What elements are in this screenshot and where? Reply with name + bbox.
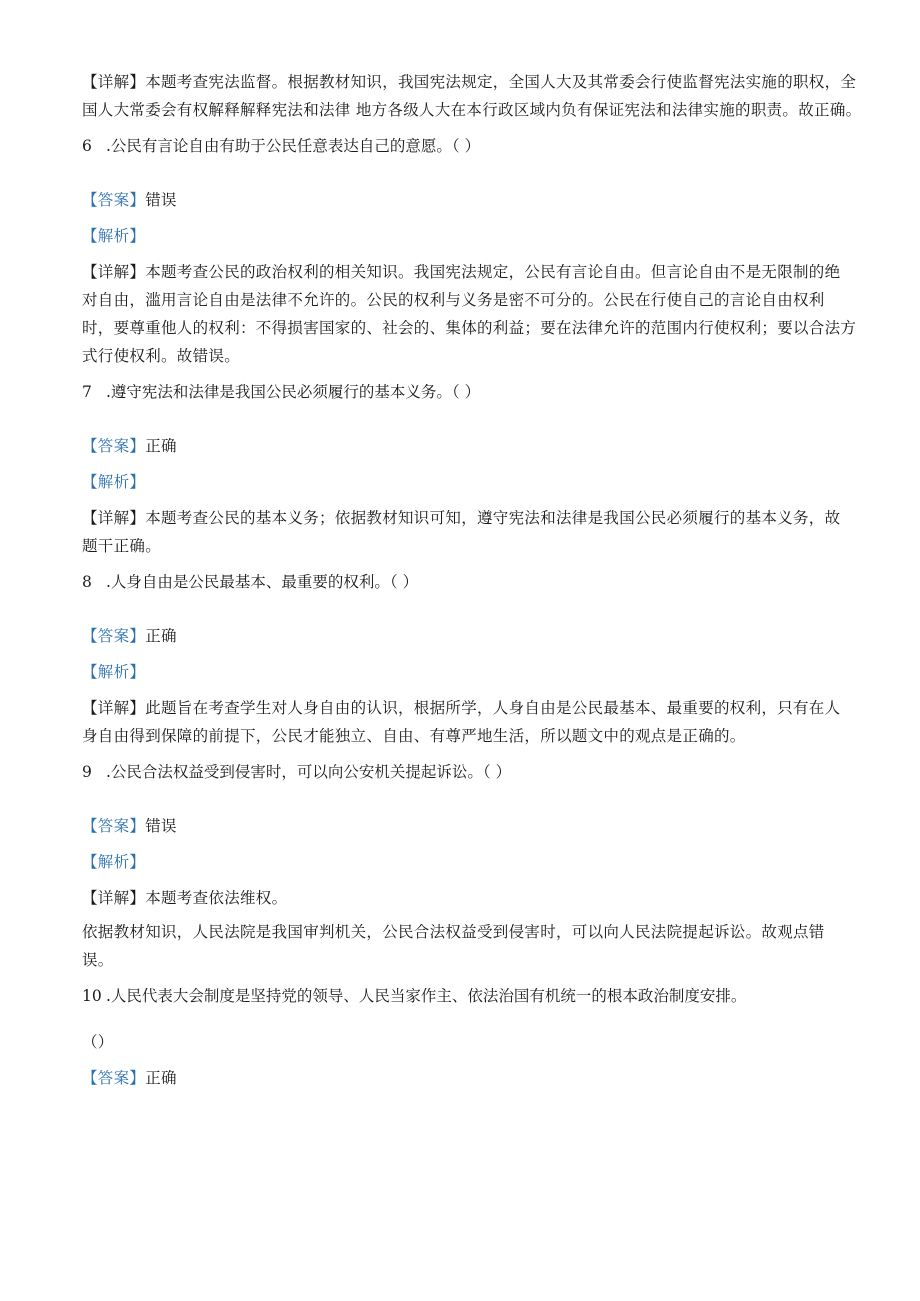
q6-detail-line3: 时，要尊重他人的权利：不得损害国家的、社会的、集体的利益；要在法律允许的范围内行使权利；要以合法方 bbox=[82, 319, 857, 337]
question-stem: .公民有言论自由有助于公民任意表达自己的意愿。（ ） bbox=[106, 137, 481, 155]
q8-detail bbox=[82, 694, 842, 750]
question-number: 8 bbox=[82, 573, 92, 591]
q10-answer bbox=[82, 1064, 842, 1092]
q8-detail-line1: 【详解】此题旨在考查学生对人身自由的认识，根据所学，人身自由是公民最基本、最重要的权利，只有在人 bbox=[82, 699, 841, 717]
q6-analysis-tag: 【解析】 bbox=[82, 227, 146, 245]
question-number: 7 bbox=[82, 383, 92, 401]
question-number: 6 bbox=[82, 137, 92, 155]
question-10 bbox=[82, 982, 842, 1010]
q7-answer bbox=[82, 432, 842, 460]
q9-analysis-tag: 【解析】 bbox=[82, 853, 146, 871]
question-stem: .遵守宪法和法律是我国公民必须履行的基本义务。（ ） bbox=[106, 383, 481, 401]
q5-detail-line2: 国人大常委会有权解释解释宪法和法律 地方各级人大在本行政区域内负有保证宪法和法律实施的职责。故正确。 bbox=[82, 101, 862, 119]
q6-detail-line2: 对自由，滥用言论自由是法律不允许的。公民的权利与义务是密不可分的。公民在行使自己的言论自由权利 bbox=[82, 291, 825, 309]
detail-tag: 【详解】 bbox=[82, 263, 146, 281]
question-number: 9 bbox=[82, 763, 92, 781]
question-9 bbox=[82, 758, 842, 786]
q8-analysis-tag: 【解析】 bbox=[82, 663, 146, 681]
document-page bbox=[82, 68, 862, 1092]
q6-detail-line1: 【详解】本题考查公民的政治权利的相关知识。我国宪法规定，公民有言论自由。但言论自由不是无限制的绝 bbox=[82, 263, 841, 281]
q8-detail-line2: 身自由得到保障的前提下，公民才能独立、自由、有尊严地生活，所以题文中的观点是正确的。 bbox=[82, 727, 746, 745]
q9-detail-line3: 误。 bbox=[82, 951, 114, 969]
answer-value: 错误 bbox=[145, 817, 177, 835]
answer-tag: 【答案】 bbox=[82, 817, 146, 835]
question-number: 10 bbox=[82, 987, 102, 1005]
q9-detail-line1: 【详解】本题考查依法维权。 bbox=[82, 889, 288, 907]
detail-tag: 【详解】 bbox=[82, 509, 146, 527]
answer-value: 正确 bbox=[145, 627, 177, 645]
q7-detail bbox=[82, 504, 842, 560]
question-7 bbox=[82, 378, 842, 406]
answer-tag: 【答案】 bbox=[82, 437, 146, 455]
q6-answer bbox=[82, 186, 842, 214]
answer-value: 错误 bbox=[145, 191, 177, 209]
answer-tag: 【答案】 bbox=[82, 191, 146, 209]
question-6 bbox=[82, 132, 842, 160]
detail-tag: 【详解】 bbox=[82, 73, 146, 91]
q7-analysis-tag: 【解析】 bbox=[82, 473, 146, 491]
question-8 bbox=[82, 568, 842, 596]
q7-detail-line2: 题干正确。 bbox=[82, 537, 162, 555]
question-stem: .公民合法权益受到侵害时，可以向公安机关提起诉讼。（ ） bbox=[106, 763, 512, 781]
q6-detail bbox=[82, 258, 857, 370]
answer-value: 正确 bbox=[145, 1069, 177, 1087]
q10-blank: （） bbox=[82, 1033, 114, 1051]
detail-tag: 【详解】 bbox=[82, 889, 146, 907]
answer-value: 正确 bbox=[145, 437, 177, 455]
answer-tag: 【答案】 bbox=[82, 1069, 146, 1087]
question-stem: .人身自由是公民最基本、最重要的权利。（ ） bbox=[106, 573, 419, 591]
answer-tag: 【答案】 bbox=[82, 627, 146, 645]
q9-detail-line2: 依据教材知识，人民法院是我国审判机关，公民合法权益受到侵害时，可以向人民法院提起诉讼。故观点错 bbox=[82, 923, 825, 941]
q5-detail-line1: 【详解】本题考查宪法监督。根据教材知识，我国宪法规定，全国人大及其常委会行使监督宪法实施的职权，全 bbox=[82, 73, 857, 91]
q9-answer bbox=[82, 812, 842, 840]
detail-tag: 【详解】 bbox=[82, 699, 146, 717]
q9-detail bbox=[82, 884, 842, 974]
question-stem: .人民代表大会制度是坚持党的领导、人民当家作主、依法治国有机统一的根本政治制度安排。 bbox=[106, 987, 747, 1005]
q7-detail-line1: 【详解】本题考查公民的基本义务；依据教材知识可知，遵守宪法和法律是我国公民必须履行的基本义务，故 bbox=[82, 509, 841, 527]
q6-detail-line4: 式行使权利。故错误。 bbox=[82, 347, 241, 365]
q5-detail bbox=[82, 68, 862, 124]
q8-answer bbox=[82, 622, 842, 650]
